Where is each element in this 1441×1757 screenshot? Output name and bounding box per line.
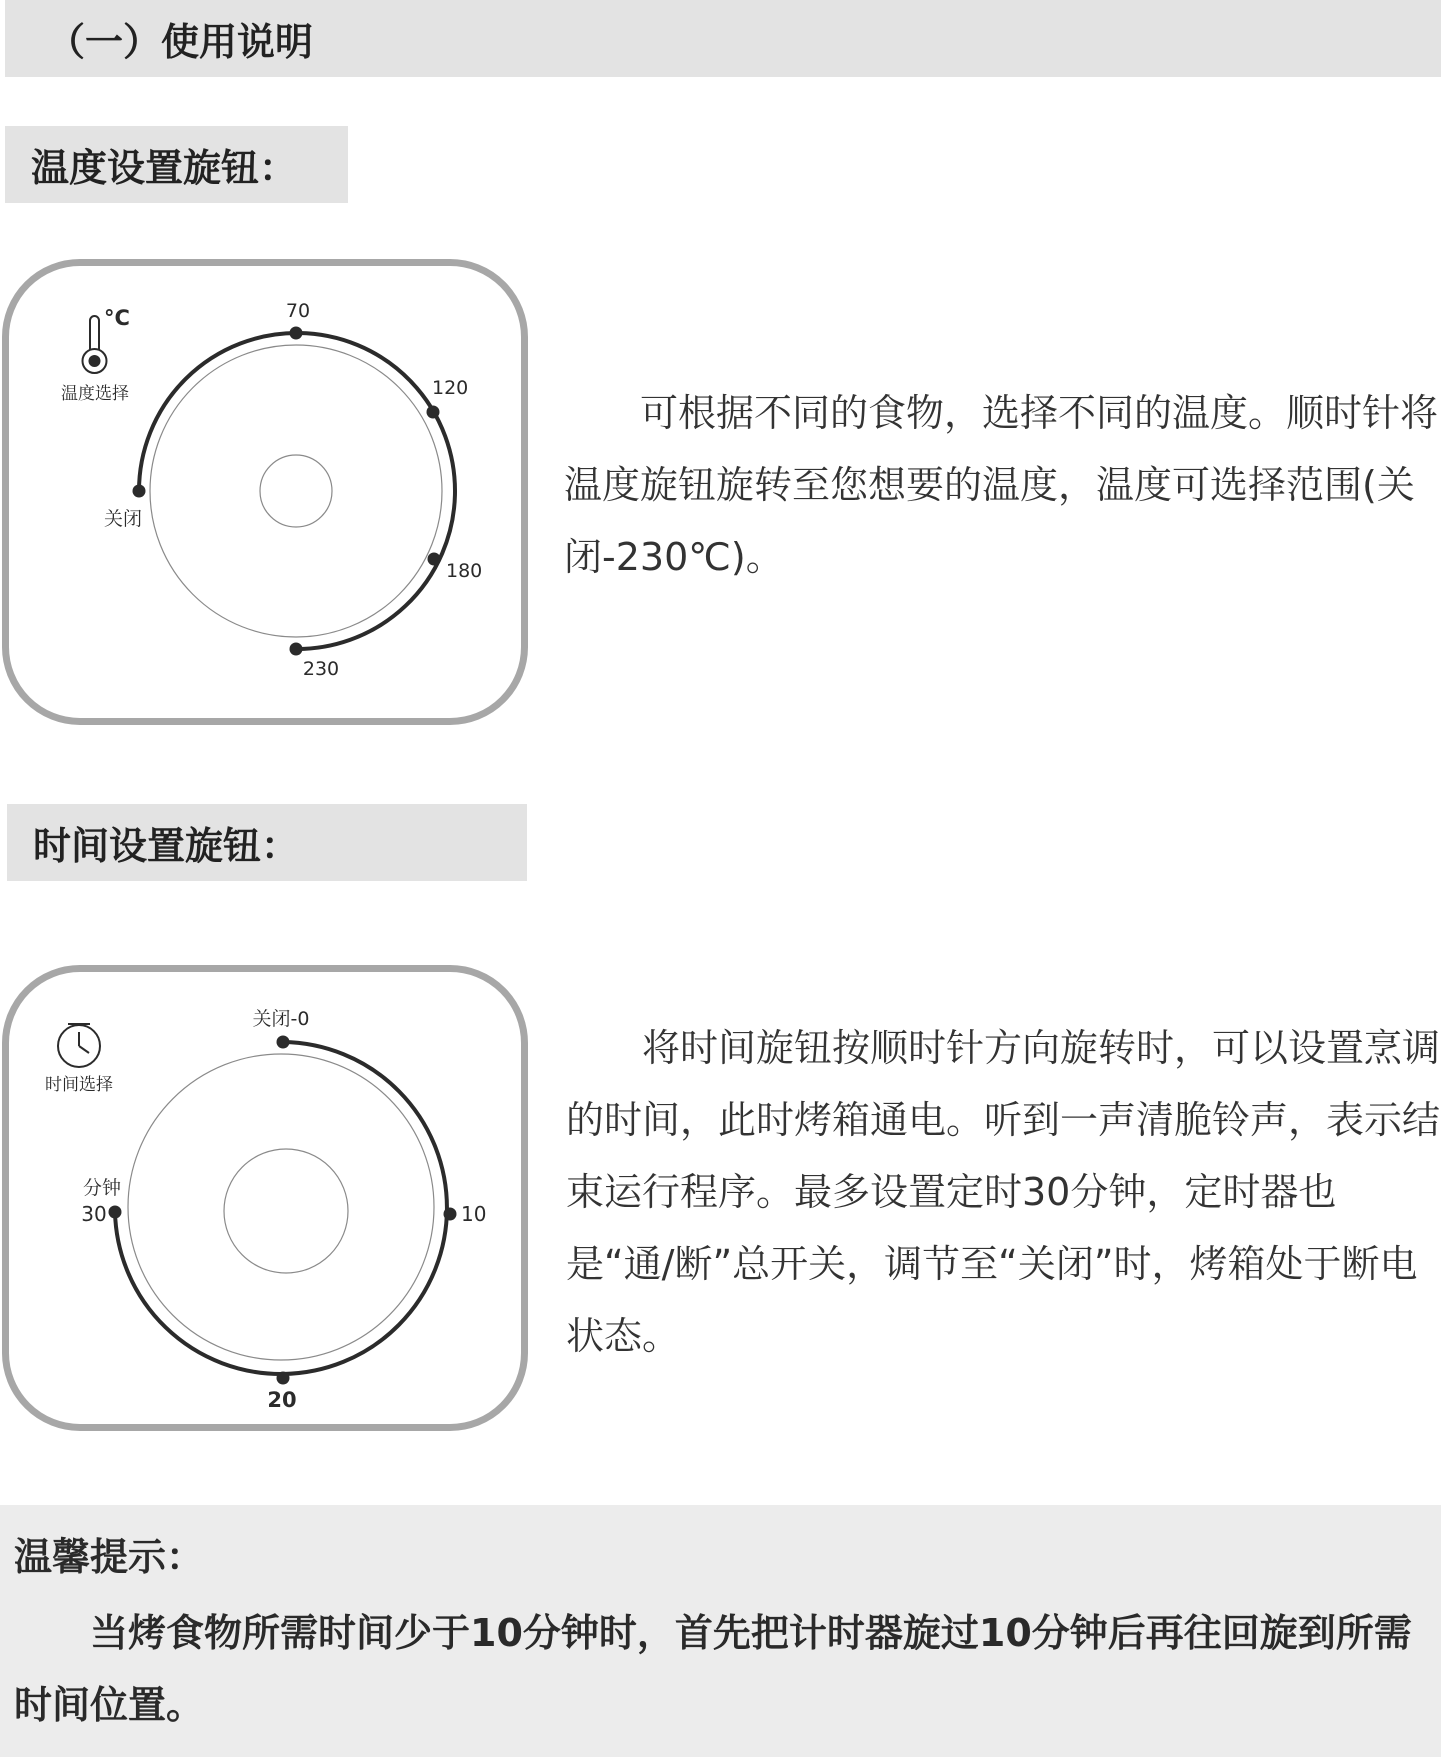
temperature-scale-arc (139, 333, 455, 649)
mark-180-dot (428, 553, 441, 566)
mark-120-dot (427, 406, 440, 419)
section-title (5, 0, 1441, 77)
time-icon-label: 时间选择 (45, 1075, 113, 1095)
dial-center (224, 1149, 348, 1273)
time-heading (7, 804, 527, 881)
mark-120-label: 120 (432, 377, 469, 399)
time-knob-panel (2, 965, 528, 1431)
mark-off-dot (133, 485, 146, 498)
tip-text: 当烤食物所需时间少于10分钟时，首先把计时器旋过10分钟后再往回旋到所需时间位置。 (14, 1611, 1412, 1727)
tip-box (0, 1505, 1441, 1757)
mark-230-dot (290, 643, 303, 656)
mark-230-label: 230 (302, 658, 340, 680)
time-scale-arc (115, 1042, 447, 1374)
mark-30-label: 30 (81, 1202, 107, 1226)
tip-title: 温馨提示： (14, 1535, 205, 1579)
temperature-knob-panel (2, 259, 528, 725)
mark-off-label: 关闭-0 (252, 1008, 310, 1030)
temperature-heading (5, 126, 348, 203)
clock-icon (58, 1024, 100, 1067)
dial-center (260, 455, 332, 527)
mark-30-dot (109, 1206, 122, 1219)
temperature-unit: °C (104, 306, 130, 330)
temperature-icon-label: 温度选择 (61, 384, 129, 404)
time-knob-diagram (2, 965, 528, 1431)
mark-70-dot (290, 327, 303, 340)
thermometer-icon (83, 316, 107, 373)
mark-70-label: 70 (285, 300, 311, 322)
mark-off-label: 关闭 (103, 508, 143, 530)
time-heading-text: 时间设置旋钮： (33, 824, 300, 868)
dial-outer-ring (128, 1054, 434, 1360)
mark-10-label: 10 (461, 1202, 487, 1226)
mark-20-dot (277, 1372, 290, 1385)
mark-off-dot (277, 1036, 290, 1049)
mark-10-dot (444, 1208, 457, 1221)
mark-180-label: 180 (446, 560, 483, 582)
section-title-text: （一）使用说明 (47, 20, 314, 64)
time-description: 将时间旋钮按顺时针方向旋转时，可以设置烹调的时间，此时烤箱通电。听到一声清脆铃声，表示结束运行程序。最多设置定时30分钟，定时器也是“通/断”总开关，调节至“关闭”时，烤箱处于断电状态。 (566, 1026, 1441, 1358)
dial-outer-ring (150, 345, 442, 637)
mark-20-label: 20 (267, 1388, 297, 1412)
temperature-knob-diagram (2, 259, 528, 725)
mark-30-unit-label: 分钟 (82, 1177, 122, 1199)
temperature-heading-text: 温度设置旋钮： (31, 146, 298, 190)
temperature-description: 可根据不同的食物，选择不同的温度。顺时针将温度旋钮旋转至您想要的温度，温度可选择范围(关闭-230℃)。 (564, 391, 1439, 579)
